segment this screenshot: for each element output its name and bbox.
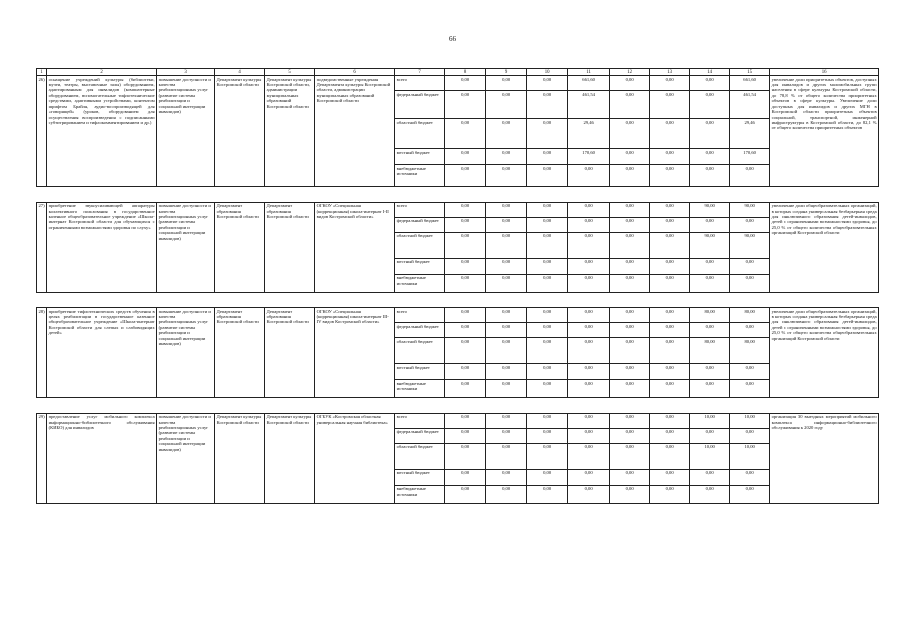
funding-source: всего bbox=[395, 308, 445, 323]
funding-value: 0,00 bbox=[568, 364, 610, 380]
funding-value: 10,00 bbox=[730, 443, 770, 469]
funding-value: 0,00 bbox=[486, 469, 527, 485]
funding-value: 0,00 bbox=[610, 274, 650, 292]
funding-value: 170,60 bbox=[568, 149, 610, 165]
funding-value: 0,00 bbox=[610, 428, 650, 443]
funding-value: 0,00 bbox=[650, 428, 690, 443]
funding-source: всего bbox=[395, 413, 445, 428]
funding-value: 0,00 bbox=[568, 308, 610, 323]
funding-value: 0,00 bbox=[650, 338, 690, 364]
funding-value: 0,00 bbox=[568, 413, 610, 428]
funding-source: областной бюджет bbox=[395, 443, 445, 469]
measure-indicator: повышение доступности и качества реабилитационных услуг (развитие системы реабилитации и социальной интеграции инвалидов) bbox=[157, 202, 215, 292]
funding-value: 80,00 bbox=[730, 338, 770, 364]
funding-value: 0,00 bbox=[650, 485, 690, 503]
funding-value: 0,00 bbox=[650, 469, 690, 485]
funding-value: 0,00 bbox=[610, 165, 650, 187]
funding-value: 0,00 bbox=[568, 232, 610, 258]
funding-value: 0,00 bbox=[610, 91, 650, 119]
funding-row bbox=[37, 413, 879, 428]
measure-coexecutor: Департамент культуры Костромской области, администрации муниципальных образований Костромской области bbox=[265, 76, 315, 187]
measure-coexecutor: Департамент культуры Костромской области bbox=[265, 413, 315, 503]
funding-value: 0,00 bbox=[527, 338, 568, 364]
funding-value: 0,00 bbox=[610, 308, 650, 323]
funding-value: 0,00 bbox=[730, 274, 770, 292]
measure-number: 26) bbox=[37, 76, 47, 187]
funding-value: 0,00 bbox=[486, 485, 527, 503]
funding-source: областной бюджет bbox=[395, 232, 445, 258]
funding-value: 0,00 bbox=[650, 308, 690, 323]
measure-recipient: ОГКОУ «Специальная (коррекционная) школа-интернат I-II видов Костромской области» bbox=[315, 202, 395, 292]
funding-source: федеральный бюджет bbox=[395, 91, 445, 119]
funding-value: 0,00 bbox=[730, 485, 770, 503]
funding-value: 0,00 bbox=[486, 308, 527, 323]
funding-value: 0,00 bbox=[650, 149, 690, 165]
funding-value: 0,00 bbox=[527, 364, 568, 380]
funding-value: 0,00 bbox=[610, 413, 650, 428]
funding-value: 0,00 bbox=[486, 76, 527, 91]
funding-value: 0,00 bbox=[650, 364, 690, 380]
measure-number: 27) bbox=[37, 202, 47, 292]
funding-value: 0,00 bbox=[527, 258, 568, 274]
column-number: 8 bbox=[445, 69, 486, 76]
funding-value: 0,00 bbox=[527, 274, 568, 292]
funding-value: 0,00 bbox=[610, 443, 650, 469]
funding-value: 0,00 bbox=[650, 76, 690, 91]
row-separator bbox=[37, 398, 879, 414]
funding-value: 0,00 bbox=[486, 165, 527, 187]
funding-value: 0,00 bbox=[568, 428, 610, 443]
funding-value: 0,00 bbox=[730, 469, 770, 485]
column-number-row bbox=[37, 69, 879, 76]
row-separator bbox=[37, 187, 879, 203]
column-number: 15 bbox=[730, 69, 770, 76]
funding-value: 0,00 bbox=[527, 165, 568, 187]
funding-value: 0,00 bbox=[527, 308, 568, 323]
column-number: 16 bbox=[770, 69, 879, 76]
funding-value: 0,00 bbox=[445, 217, 486, 232]
funding-value: 0,00 bbox=[527, 119, 568, 149]
funding-value: 0,00 bbox=[610, 485, 650, 503]
funding-value: 0,00 bbox=[527, 428, 568, 443]
funding-value: 0,00 bbox=[730, 323, 770, 338]
column-number: 6 bbox=[315, 69, 395, 76]
funding-value: 0,00 bbox=[690, 323, 730, 338]
funding-source: федеральный бюджет bbox=[395, 217, 445, 232]
funding-value: 0,00 bbox=[568, 165, 610, 187]
funding-value: 0,00 bbox=[610, 380, 650, 398]
funding-value: 0,00 bbox=[527, 91, 568, 119]
funding-value: 0,00 bbox=[610, 323, 650, 338]
funding-value: 661,60 bbox=[730, 76, 770, 91]
funding-value: 0,00 bbox=[730, 217, 770, 232]
funding-value: 10,00 bbox=[690, 413, 730, 428]
measure-executor: Департамент культуры Костромской области bbox=[215, 413, 265, 503]
funding-value: 0,00 bbox=[568, 202, 610, 217]
column-number: 9 bbox=[486, 69, 527, 76]
measure-coexecutor: Департамент образования Костромской области bbox=[265, 308, 315, 398]
column-number: 10 bbox=[527, 69, 568, 76]
funding-value: 0,00 bbox=[527, 413, 568, 428]
funding-value: 0,00 bbox=[650, 323, 690, 338]
funding-value: 0,00 bbox=[445, 338, 486, 364]
funding-value: 0,00 bbox=[650, 202, 690, 217]
funding-value: 0,00 bbox=[486, 217, 527, 232]
measure-result: увеличение доли общеобразовательных организаций, в которых создана универсальная безбарьерная среда для инклюзивного образования детей-инвалидов, детей с ограниченными возможностями здоровья, до 25,0 % от общего количества общеобразовательных организаций Костромской области bbox=[770, 308, 879, 398]
funding-value: 0,00 bbox=[486, 323, 527, 338]
measure-result: организация 30 выездных мероприятий мобильного комплекса информационно-библиотечного обслуживания к 2020 году bbox=[770, 413, 879, 503]
funding-value: 0,00 bbox=[445, 274, 486, 292]
separator-cell bbox=[37, 187, 879, 203]
funding-value: 0,00 bbox=[690, 469, 730, 485]
funding-value: 0,00 bbox=[690, 364, 730, 380]
funding-value: 0,00 bbox=[650, 217, 690, 232]
funding-value: 0,00 bbox=[568, 485, 610, 503]
funding-value: 80,00 bbox=[690, 308, 730, 323]
funding-row bbox=[37, 202, 879, 217]
funding-value: 0,00 bbox=[445, 364, 486, 380]
funding-value: 0,00 bbox=[527, 443, 568, 469]
funding-value: 0,00 bbox=[690, 428, 730, 443]
funding-value: 0,00 bbox=[445, 380, 486, 398]
column-number: 2 bbox=[47, 69, 157, 76]
measure-recipient: подведомственные учреждения Департамента культуры Костромской области, администрации муниципальных образований Костромской области bbox=[315, 76, 395, 187]
funding-source: местный бюджет bbox=[395, 364, 445, 380]
separator-cell bbox=[37, 292, 879, 308]
funding-value: 0,00 bbox=[527, 469, 568, 485]
measure-recipient: ОГБУК «Костромская областная универсальная научная библиотека» bbox=[315, 413, 395, 503]
funding-value: 0,00 bbox=[568, 338, 610, 364]
measure-executor: Департамент образования Костромской области bbox=[215, 202, 265, 292]
funding-value: 80,00 bbox=[690, 338, 730, 364]
funding-source: областной бюджет bbox=[395, 338, 445, 364]
measure-activity: приобретение звукоусиливающей аппаратуры коллективного пользования в государственное казенное общеобразовательное учреждение «Школа-интернат Костромской области для обучающихся с ограниченными возможностями здоровья по слуху» bbox=[47, 202, 157, 292]
funding-value: 0,00 bbox=[486, 338, 527, 364]
funding-value: 0,00 bbox=[445, 119, 486, 149]
funding-value: 0,00 bbox=[445, 258, 486, 274]
funding-source: внебюджетные источники bbox=[395, 165, 445, 187]
measure-result: увеличение доли общеобразовательных организаций, в которых создана универсальная безбарьерная среда для инклюзивного образования детей-инвалидов, детей с ограниченными возможностями здоровья, до 25,0 % от общего количества общеобразовательных организаций Костромской области bbox=[770, 202, 879, 292]
column-number: 12 bbox=[610, 69, 650, 76]
funding-source: местный бюджет bbox=[395, 149, 445, 165]
funding-value: 0,00 bbox=[486, 149, 527, 165]
funding-value: 0,00 bbox=[610, 338, 650, 364]
funding-source: внебюджетные источники bbox=[395, 380, 445, 398]
funding-value: 0,00 bbox=[730, 428, 770, 443]
column-number: 4 bbox=[215, 69, 265, 76]
funding-value: 0,00 bbox=[486, 258, 527, 274]
funding-value: 0,00 bbox=[690, 258, 730, 274]
funding-source: местный бюджет bbox=[395, 258, 445, 274]
funding-value: 0,00 bbox=[650, 413, 690, 428]
column-number: 3 bbox=[157, 69, 215, 76]
funding-value: 0,00 bbox=[730, 165, 770, 187]
funding-value: 0,00 bbox=[650, 443, 690, 469]
funding-value: 0,00 bbox=[690, 380, 730, 398]
measure-result: увеличение доли приоритетных объектов, доступных для инвалидов и других маломобильных групп населения в сфере культуры Костромской области, до 78,8 % от общего количества приоритетных объектов в сфере культуры. Увеличение доли доступных для инвалидов и других МГН в Костромской области приоритетных объектов социальной, транспортной, инженерной инфраструктуры в Костромской области, до 82,1 % от общего количества приоритетных объектов bbox=[770, 76, 879, 187]
funding-value: 0,00 bbox=[445, 232, 486, 258]
funding-value: 170,60 bbox=[730, 149, 770, 165]
funding-value: 0,00 bbox=[690, 119, 730, 149]
measure-activity: приобретение тифлотехнических средств обучения в целях реабилитации в государственное казенное общеобразовательное учреждение «Школа-интернат Костромской области для слепых и слабовидящих детей» bbox=[47, 308, 157, 398]
funding-value: 0,00 bbox=[610, 469, 650, 485]
funding-row bbox=[37, 308, 879, 323]
funding-value: 0,00 bbox=[486, 380, 527, 398]
funding-value: 0,00 bbox=[650, 119, 690, 149]
funding-value: 661,60 bbox=[568, 76, 610, 91]
funding-value: 0,00 bbox=[610, 149, 650, 165]
funding-value: 0,00 bbox=[650, 274, 690, 292]
funding-value: 0,00 bbox=[527, 323, 568, 338]
funding-value: 0,00 bbox=[445, 149, 486, 165]
page-number: 66 bbox=[449, 35, 456, 43]
funding-value: 0,00 bbox=[610, 202, 650, 217]
funding-value: 0,00 bbox=[445, 308, 486, 323]
column-number: 11 bbox=[568, 69, 610, 76]
funding-value: 0,00 bbox=[730, 380, 770, 398]
funding-value: 0,00 bbox=[445, 469, 486, 485]
funding-value: 0,00 bbox=[486, 274, 527, 292]
measure-activity: оснащение учреждений культуры (библиотеки, музеи, театры, выставочные залы) оборудованием, адаптированным для инвалидов (компьютерные оборудованием, вспомогательные тифлотехнические средствами, адаптивными устройствами, контентом шрифтом Брайля, аудио-воспроизводящей для «говорящей» (уроков, оборудованием для осуществления воспроизведения с подписанными субтитрированием и тифлокомментированием и др.) bbox=[47, 76, 157, 187]
funding-source: всего bbox=[395, 76, 445, 91]
funding-value: 0,00 bbox=[486, 119, 527, 149]
funding-value: 0,00 bbox=[690, 217, 730, 232]
funding-value: 0,00 bbox=[445, 485, 486, 503]
funding-value: 0,00 bbox=[690, 165, 730, 187]
funding-value: 0,00 bbox=[690, 485, 730, 503]
measure-indicator: повышение доступности и качества реабилитационных услуг (развитие системы реабилитации и социальной интеграции инвалидов) bbox=[157, 308, 215, 398]
funding-value: 0,00 bbox=[527, 202, 568, 217]
column-number: 7 bbox=[395, 69, 445, 76]
funding-source: всего bbox=[395, 202, 445, 217]
funding-value: 0,00 bbox=[527, 485, 568, 503]
measure-indicator: повышение доступности и качества реабилитационных услуг (развитие системы реабилитации и социальной интеграции инвалидов) bbox=[157, 76, 215, 187]
measure-executor: Департамент культуры Костромской области bbox=[215, 76, 265, 187]
measure-coexecutor: Департамент образования Костромской области bbox=[265, 202, 315, 292]
funding-value: 29,46 bbox=[568, 119, 610, 149]
measure-number: 29) bbox=[37, 413, 47, 503]
funding-source: внебюджетные источники bbox=[395, 274, 445, 292]
funding-source: федеральный бюджет bbox=[395, 323, 445, 338]
funding-value: 0,00 bbox=[610, 217, 650, 232]
funding-value: 0,00 bbox=[486, 202, 527, 217]
funding-value: 0,00 bbox=[650, 380, 690, 398]
funding-value: 90,00 bbox=[690, 202, 730, 217]
funding-value: 10,00 bbox=[690, 443, 730, 469]
funding-source: внебюджетные источники bbox=[395, 485, 445, 503]
funding-value: 0,00 bbox=[486, 91, 527, 119]
funding-value: 461,54 bbox=[730, 91, 770, 119]
funding-value: 0,00 bbox=[568, 274, 610, 292]
funding-value: 0,00 bbox=[486, 413, 527, 428]
funding-value: 90,00 bbox=[730, 202, 770, 217]
funding-value: 0,00 bbox=[486, 364, 527, 380]
funding-value: 80,00 bbox=[730, 308, 770, 323]
funding-value: 0,00 bbox=[445, 443, 486, 469]
funding-value: 0,00 bbox=[568, 217, 610, 232]
funding-value: 90,00 bbox=[690, 232, 730, 258]
funding-source: местный бюджет bbox=[395, 469, 445, 485]
funding-value: 0,00 bbox=[690, 274, 730, 292]
funding-value: 0,00 bbox=[568, 258, 610, 274]
funding-value: 0,00 bbox=[527, 380, 568, 398]
column-number: 14 bbox=[690, 69, 730, 76]
funding-value: 0,00 bbox=[445, 202, 486, 217]
funding-value: 0,00 bbox=[650, 91, 690, 119]
funding-value: 0,00 bbox=[568, 443, 610, 469]
funding-value: 10,00 bbox=[730, 413, 770, 428]
funding-value: 0,00 bbox=[730, 364, 770, 380]
measure-indicator: повышение доступности и качества реабилитационных услуг (развитие системы реабилитации и социальной интеграции инвалидов) bbox=[157, 413, 215, 503]
funding-value: 0,00 bbox=[690, 149, 730, 165]
funding-value: 0,00 bbox=[445, 165, 486, 187]
funding-row bbox=[37, 76, 879, 91]
funding-value: 29,46 bbox=[730, 119, 770, 149]
funding-value: 0,00 bbox=[650, 232, 690, 258]
funding-source: федеральный бюджет bbox=[395, 428, 445, 443]
funding-value: 0,00 bbox=[486, 443, 527, 469]
funding-value: 90,00 bbox=[730, 232, 770, 258]
funding-value: 0,00 bbox=[610, 76, 650, 91]
program-measures-table bbox=[36, 68, 879, 504]
column-number: 5 bbox=[265, 69, 315, 76]
funding-value: 0,00 bbox=[730, 258, 770, 274]
funding-value: 0,00 bbox=[568, 323, 610, 338]
funding-value: 0,00 bbox=[690, 91, 730, 119]
funding-value: 0,00 bbox=[445, 428, 486, 443]
funding-value: 0,00 bbox=[527, 149, 568, 165]
funding-value: 0,00 bbox=[690, 76, 730, 91]
separator-cell bbox=[37, 398, 879, 414]
funding-value: 0,00 bbox=[486, 232, 527, 258]
funding-value: 0,00 bbox=[445, 76, 486, 91]
funding-value: 0,00 bbox=[486, 428, 527, 443]
column-number: 1 bbox=[37, 69, 47, 76]
funding-value: 0,00 bbox=[650, 258, 690, 274]
funding-value: 0,00 bbox=[650, 165, 690, 187]
measure-recipient: ОГКОУ «Специальная (коррекционная) школа-интернат III-IV видов Костромской области» bbox=[315, 308, 395, 398]
funding-value: 0,00 bbox=[445, 91, 486, 119]
row-separator bbox=[37, 292, 879, 308]
column-number: 13 bbox=[650, 69, 690, 76]
measure-activity: предоставление услуг мобильного комплекса информационно-библиотечного обслуживания (КИБО) для инвалидов bbox=[47, 413, 157, 503]
funding-value: 0,00 bbox=[610, 232, 650, 258]
measure-number: 28) bbox=[37, 308, 47, 398]
funding-source: областной бюджет bbox=[395, 119, 445, 149]
funding-value: 0,00 bbox=[527, 217, 568, 232]
funding-value: 0,00 bbox=[568, 380, 610, 398]
funding-value: 0,00 bbox=[445, 413, 486, 428]
funding-value: 0,00 bbox=[610, 119, 650, 149]
funding-value: 0,00 bbox=[527, 76, 568, 91]
funding-value: 0,00 bbox=[610, 364, 650, 380]
funding-value: 0,00 bbox=[445, 323, 486, 338]
funding-value: 0,00 bbox=[610, 258, 650, 274]
measure-executor: Департамент образования Костромской области bbox=[215, 308, 265, 398]
funding-value: 0,00 bbox=[527, 232, 568, 258]
funding-value: 461,54 bbox=[568, 91, 610, 119]
funding-value: 0,00 bbox=[568, 469, 610, 485]
